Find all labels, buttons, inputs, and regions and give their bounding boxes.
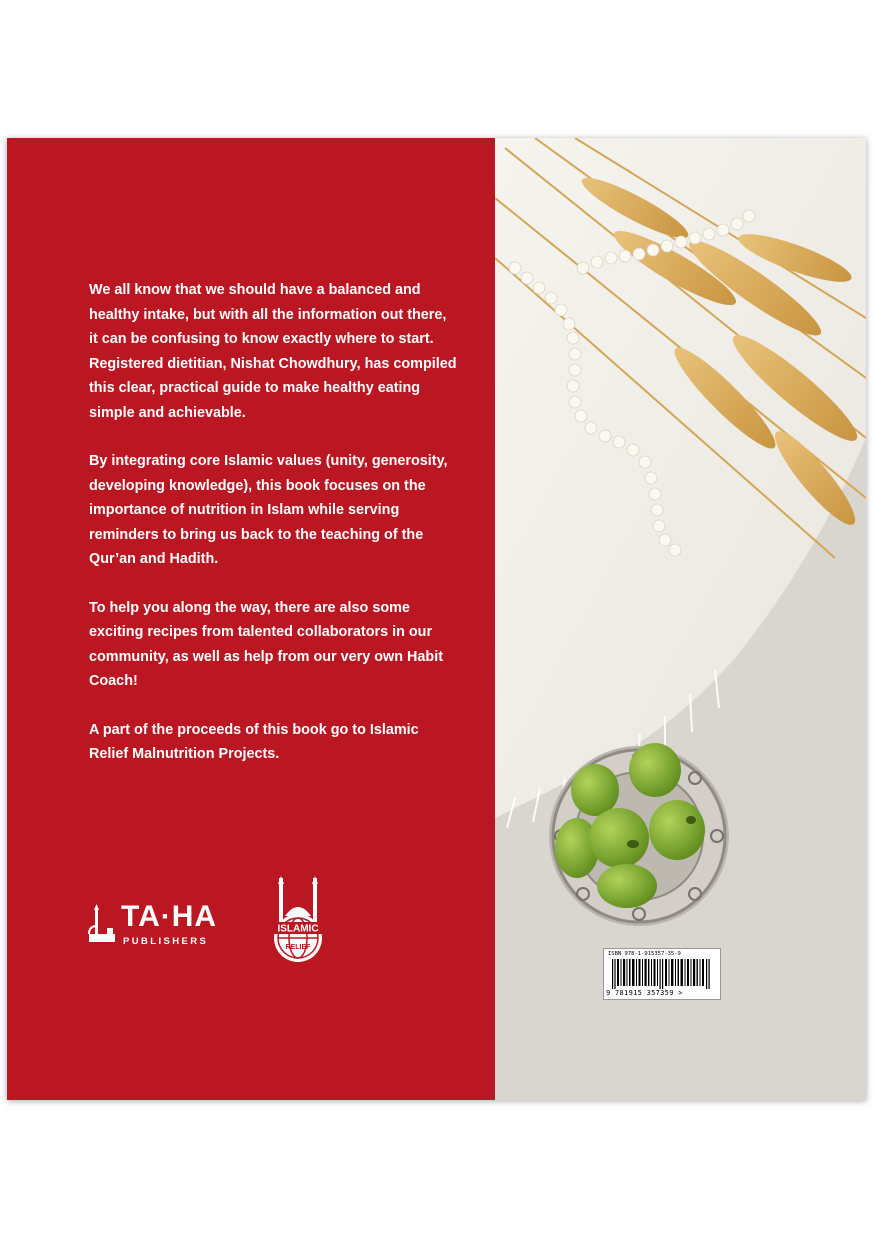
mosque-icon <box>87 904 117 950</box>
islamic-relief-line2: RELIEF <box>285 944 311 951</box>
taha-logo-subtitle: PUBLISHERS <box>123 936 209 947</box>
blurb-paragraph-3: To help you along the way, there are also some exciting recipes from talented collaborators in our community, as well as help from our very own Habit Coach! <box>89 599 443 689</box>
barcode-digits: 9 781915 357359 > <box>606 989 683 997</box>
photo-panel <box>495 138 866 1100</box>
red-text-panel <box>7 138 495 1100</box>
blurb-paragraph-2: By integrating core Islamic values (unity, generosity, developing knowledge), this book focuses on the importance of nutrition in Islam while serving reminders to bring us back to the teaching of the Qur’an and Hadith. <box>89 453 448 567</box>
book-back-cover <box>7 138 866 1100</box>
islamic-relief-line1: ISLAMIC <box>277 923 319 935</box>
barcode-bars <box>612 959 712 989</box>
taha-logo-title: TA·HA <box>121 900 218 933</box>
isbn-label: ISBN 978-1-915357-35-9 <box>608 951 681 957</box>
blurb-paragraph-1: We all know that we should have a balanced and healthy intake, but with all the information out there, it can be confusing to know exactly where to start. Registered dietitian, Nishat Chowdhury, has compiled this clear, practical guide to make healthy eating simple and achievable. <box>89 282 457 421</box>
islamic-relief-logo <box>267 876 329 971</box>
blurb-text <box>89 278 459 791</box>
isbn-barcode <box>603 948 721 1000</box>
taha-publishers-logo <box>87 902 237 952</box>
blurb-paragraph-4: A part of the proceeds of this book go to Islamic Relief Malnutrition Projects. <box>89 721 419 762</box>
publisher-logos <box>87 876 387 976</box>
